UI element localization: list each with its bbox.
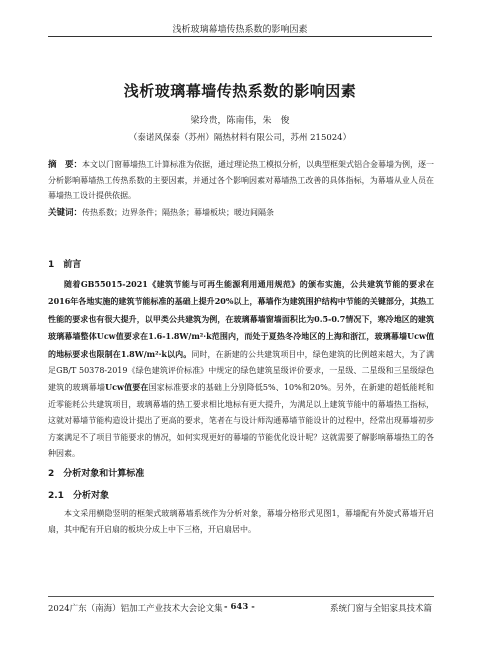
paper-title: 浅析玻璃幕墙传热系数的影响因素 <box>123 82 357 100</box>
abstract-text: 本文以门窗幕墙热工计算标准为依据，通过理论热工模拟分析，以典型框架式铝合金幕墙为例，逐一分析影响幕墙热工传热系数的主要因素，并通过各个影响因素对幕墙热工改善的具体指标，为幕墙从业人员在幕墙热工设计提供依据。 <box>48 160 435 200</box>
keywords <box>48 206 434 220</box>
intro-bold-text: 随着GB55015-2021《建筑节能与可再生能源利用通用规范》的颁布实施，公共建筑节能的要求在2016年各地实施的建筑节能标准的基础上提升20%以上，幕墙作为建筑围护结构中节能的关键部分，其热工性能的要求也有很大提升，以甲类公共建筑为例，在玻璃幕墙窗墙面积比为0.5-0.7情况下，寒冷地区的建筑玻璃幕墙整体Ucw值要求在1.6-1.8W/m²·k范围内，而处于夏热冬冷地区的上海和浙江，玻璃幕墙Ucw值的地标要求也限制在1.8W/m²·k以内。 <box>48 279 434 359</box>
section-2-heading: 2 分析对象和计算标准 <box>48 469 145 479</box>
running-header: 浅析玻璃幕墙传热系数的影响因素 <box>172 25 308 35</box>
abstract-label: 摘 要： <box>48 160 83 170</box>
intro-normal-text-2: 国家标准要求的基础上分别降低5%、10%和20%。另外，在新建的超低能耗和近零能耗公共建筑项目，玻璃幕墙的热工要求相比地标有更大提升，为满足以上建筑节能中的幕墙热工指标，这就对幕墙节能构造设计提出了更高的要求，笔者在与设计师沟通幕墙节能设计的过程中，经常出现幕墙初步方案满足不了项目节能要求的情况，如何实现更好的幕墙的节能优化设计呢？这就需要了解影响幕墙热工的各种因素。 <box>48 383 434 459</box>
header-rule <box>48 36 432 37</box>
abstract <box>48 157 434 203</box>
section-1-paragraph <box>48 276 434 462</box>
intro-bold-text-2: Ucw值要在 <box>105 382 149 393</box>
page-number: - 643 - <box>224 602 255 612</box>
section-2-1-heading: 2.1 分析对象 <box>48 491 109 501</box>
footer-right: 系统门窗与全铝家具技术篇 <box>329 604 432 614</box>
intro-normal-text: 同时，在新建的公共建筑项目中，绿色建筑的比例越来越大，为了满足GB/T 50378-2019《绿色建筑评价标准》中规定的绿色建筑星级评价要求，一星级、二星级和三星级绿色建筑的玻璃幕墙 <box>48 349 435 393</box>
keywords-label: 关键词： <box>48 208 83 218</box>
footer-rule <box>48 596 434 597</box>
footer-left: 2024广东（南海）铝加工产业技术大会论文集 <box>48 604 223 614</box>
section-1-heading: 1 前言 <box>48 260 82 270</box>
section-2-1-paragraph: 本文采用横隐竖明的框架式玻璃幕墙系统作为分析对象，幕墙分格形式见图1，幕墙配有外旋式幕墙开启扇，其中配有开启扇的板块分成上中下三格，开启扇居中。 <box>48 509 434 535</box>
keywords-text: 传热系数；边界条件；隔热条；幕墙板块；暖边间隔条 <box>82 208 275 217</box>
authors: 梁玲贵，陈南伟，朱 俊 <box>190 116 290 126</box>
affiliation: （泰诺风保泰（苏州）隔热材料有限公司，苏州 215024） <box>128 133 352 143</box>
